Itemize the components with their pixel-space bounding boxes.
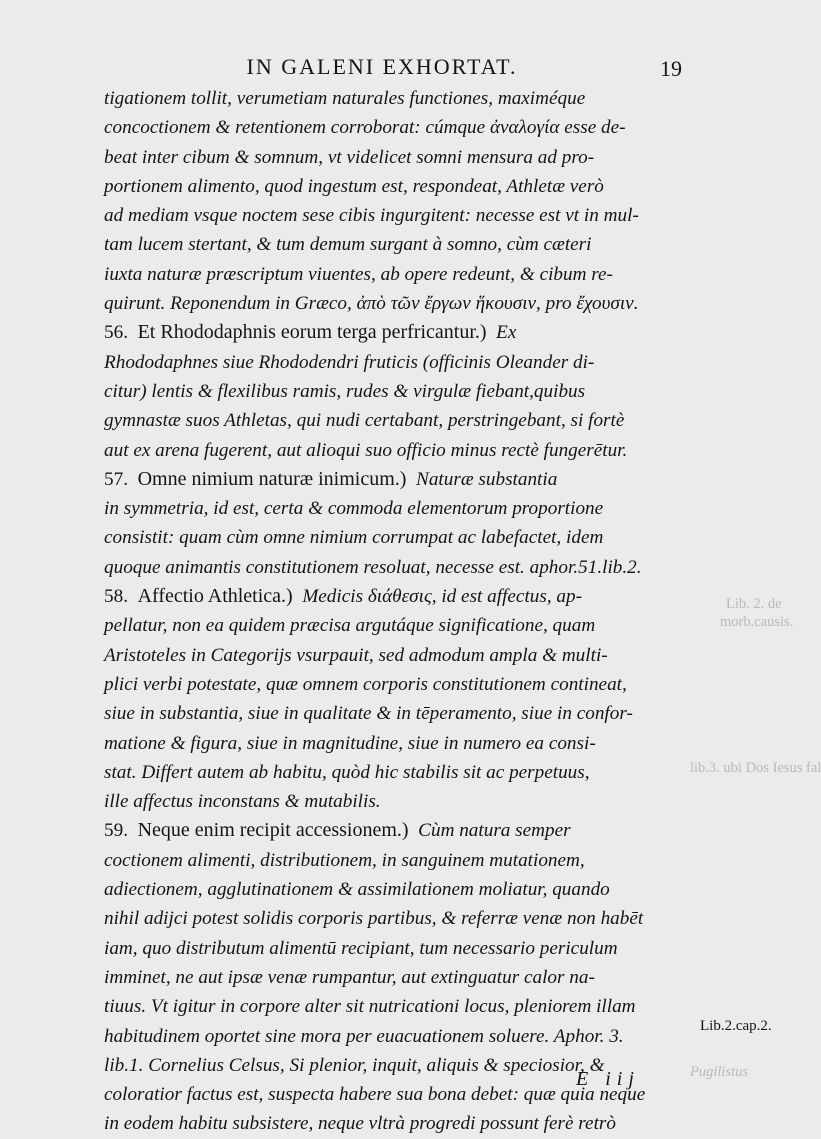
margin-note-faded: morb.causis. <box>720 614 794 630</box>
text-line: stat. Differt autem ab habitu, quòd hic stabilis sit ac perpetuus, <box>104 761 590 783</box>
annotation-text: Cùm natura semper <box>418 820 571 842</box>
margin-note-faded: Lib. 2. de <box>726 596 782 612</box>
text-line: coctionem alimenti, distributionem, in sanguinem mutationem, <box>104 849 585 871</box>
text-line: beat inter cibum & somnum, vt videlicet somni mensura ad pro- <box>104 146 595 168</box>
text-line: Rhododaphnes siue Rhododendri fruticis (officinis Oleander di- <box>104 351 595 373</box>
text-line: iuxta naturæ præscriptum viuentes, ab opere redeunt, & cibum re- <box>104 263 613 285</box>
text-line: portionem alimento, quod ingestum est, respondeat, Athletæ verò <box>104 175 604 197</box>
text-line: tiuus. Vt igitur in corpore alter sit nutricationi locus, pleniorem illam <box>104 996 636 1018</box>
text-line: ille affectus inconstans & mutabilis. <box>104 791 381 813</box>
text-line: coloratior factus est, suspecta habere sua bona debet: quæ quia neque <box>104 1084 646 1106</box>
text-line: aut ex arena fugerent, aut alioqui suo officio minus rectè fungerētur. <box>104 439 628 461</box>
annotation-56-heading <box>104 318 684 347</box>
annotation-number: 56. <box>104 322 128 344</box>
text-line: pellatur, non ea quidem præcisa argutáque significatione, quam <box>104 615 596 637</box>
main-text-block <box>104 84 684 1139</box>
text-line: quirunt. Reponendum in Græco, ἀπὸ τῶν ἔργων ἥκουσιν, pro ἔχουσιν. <box>104 293 639 315</box>
text-line: adiectionem, agglutinationem & assimilationem moliatur, quando <box>104 879 610 901</box>
lemma-text: Neque enim recipit accessionem.) <box>137 819 409 842</box>
text-line: consistit: quam cùm omne nimium corrumpat ac labefactet, idem <box>104 527 604 549</box>
text-line: plici verbi potestate, quæ omnem corporis constitutionem contineat, <box>104 673 627 695</box>
text-line: lib.1. Cornelius Celsus, Si plenior, inquit, aliquis & speciosior, & <box>104 1054 605 1076</box>
text-line: in eodem habitu subsistere, neque vltrà progredi possunt ferè retrò <box>104 1113 616 1135</box>
text-line: imminet, ne aut ipsæ venæ rumpantur, aut extinguatur calor na- <box>104 966 595 988</box>
annotation-number: 59. <box>104 820 128 842</box>
running-title: IN GALENI EXHORTAT. <box>246 54 518 79</box>
text-line: nihil adijci potest solidis corporis partibus, & referræ venæ non habēt <box>104 908 644 930</box>
annotation-text: Medicis διάθεσις, id est affectus, ap- <box>302 586 583 608</box>
text-line: matione & figura, siue in magnitudine, siue in numero ea consi- <box>104 732 596 754</box>
annotation-text: Naturæ substantia <box>416 468 558 490</box>
lemma-text: Omne nimium naturæ inimicum.) <box>137 467 407 490</box>
text-line: gymnastæ suos Athletas, qui nudi certabant, perstringebant, si fortè <box>104 410 625 432</box>
text-line: tigationem tollit, verumetiam naturales functiones, maximéque <box>104 88 586 109</box>
text-line: tam lucem stertant, & tum demum surgant à somno, cùm cæteri <box>104 234 592 256</box>
annotation-text: Ex <box>496 322 517 344</box>
annotation-number: 57. <box>104 468 128 490</box>
signature-mark: E iij <box>576 1068 640 1090</box>
margin-note-reference: Lib.2.cap.2. <box>700 1018 772 1034</box>
annotation-58-heading <box>104 582 684 611</box>
text-line: quoque animantis constitutionem resoluat, necesse est. aphor.51.lib.2. <box>104 556 642 578</box>
page-number: 19 <box>660 56 682 81</box>
text-line: iam, quo distributum alimentū recipiant, tum necessario periculum <box>104 937 618 959</box>
text-line: citur) lentis & flexilibus ramis, rudes & virgulæ fiebant,quibus <box>104 380 586 402</box>
margin-note-faded: lib.3. ubi Dos Iesus fal <box>690 760 821 776</box>
text-line: concoctionem & retentionem corroborat: cúmque ἀναλογία esse de- <box>104 117 626 139</box>
text-line: Aristoteles in Categorijs vsurpauit, sed admodum ampla & multi- <box>104 644 608 666</box>
text-line: siue in substantia, siue in qualitate & in tēperamento, siue in confor- <box>104 703 633 725</box>
annotation-59-heading <box>104 816 684 845</box>
text-line: ad mediam vsque noctem sese cibis ingurgitent: necesse est vt in mul- <box>104 205 639 227</box>
margin-note-faded: Pugilistus <box>690 1064 749 1080</box>
lemma-text: Et Rhododaphnis eorum terga perfricantur.) <box>137 321 487 344</box>
annotation-57-heading <box>104 465 684 494</box>
text-line: habitudinem oportet sine mora per euacuationem soluere. Aphor. 3. <box>104 1025 624 1047</box>
text-line: in symmetria, id est, certa & commoda elementorum proportione <box>104 498 604 520</box>
lemma-text: Affectio Athletica.) <box>137 585 293 608</box>
annotation-number: 58. <box>104 586 128 608</box>
